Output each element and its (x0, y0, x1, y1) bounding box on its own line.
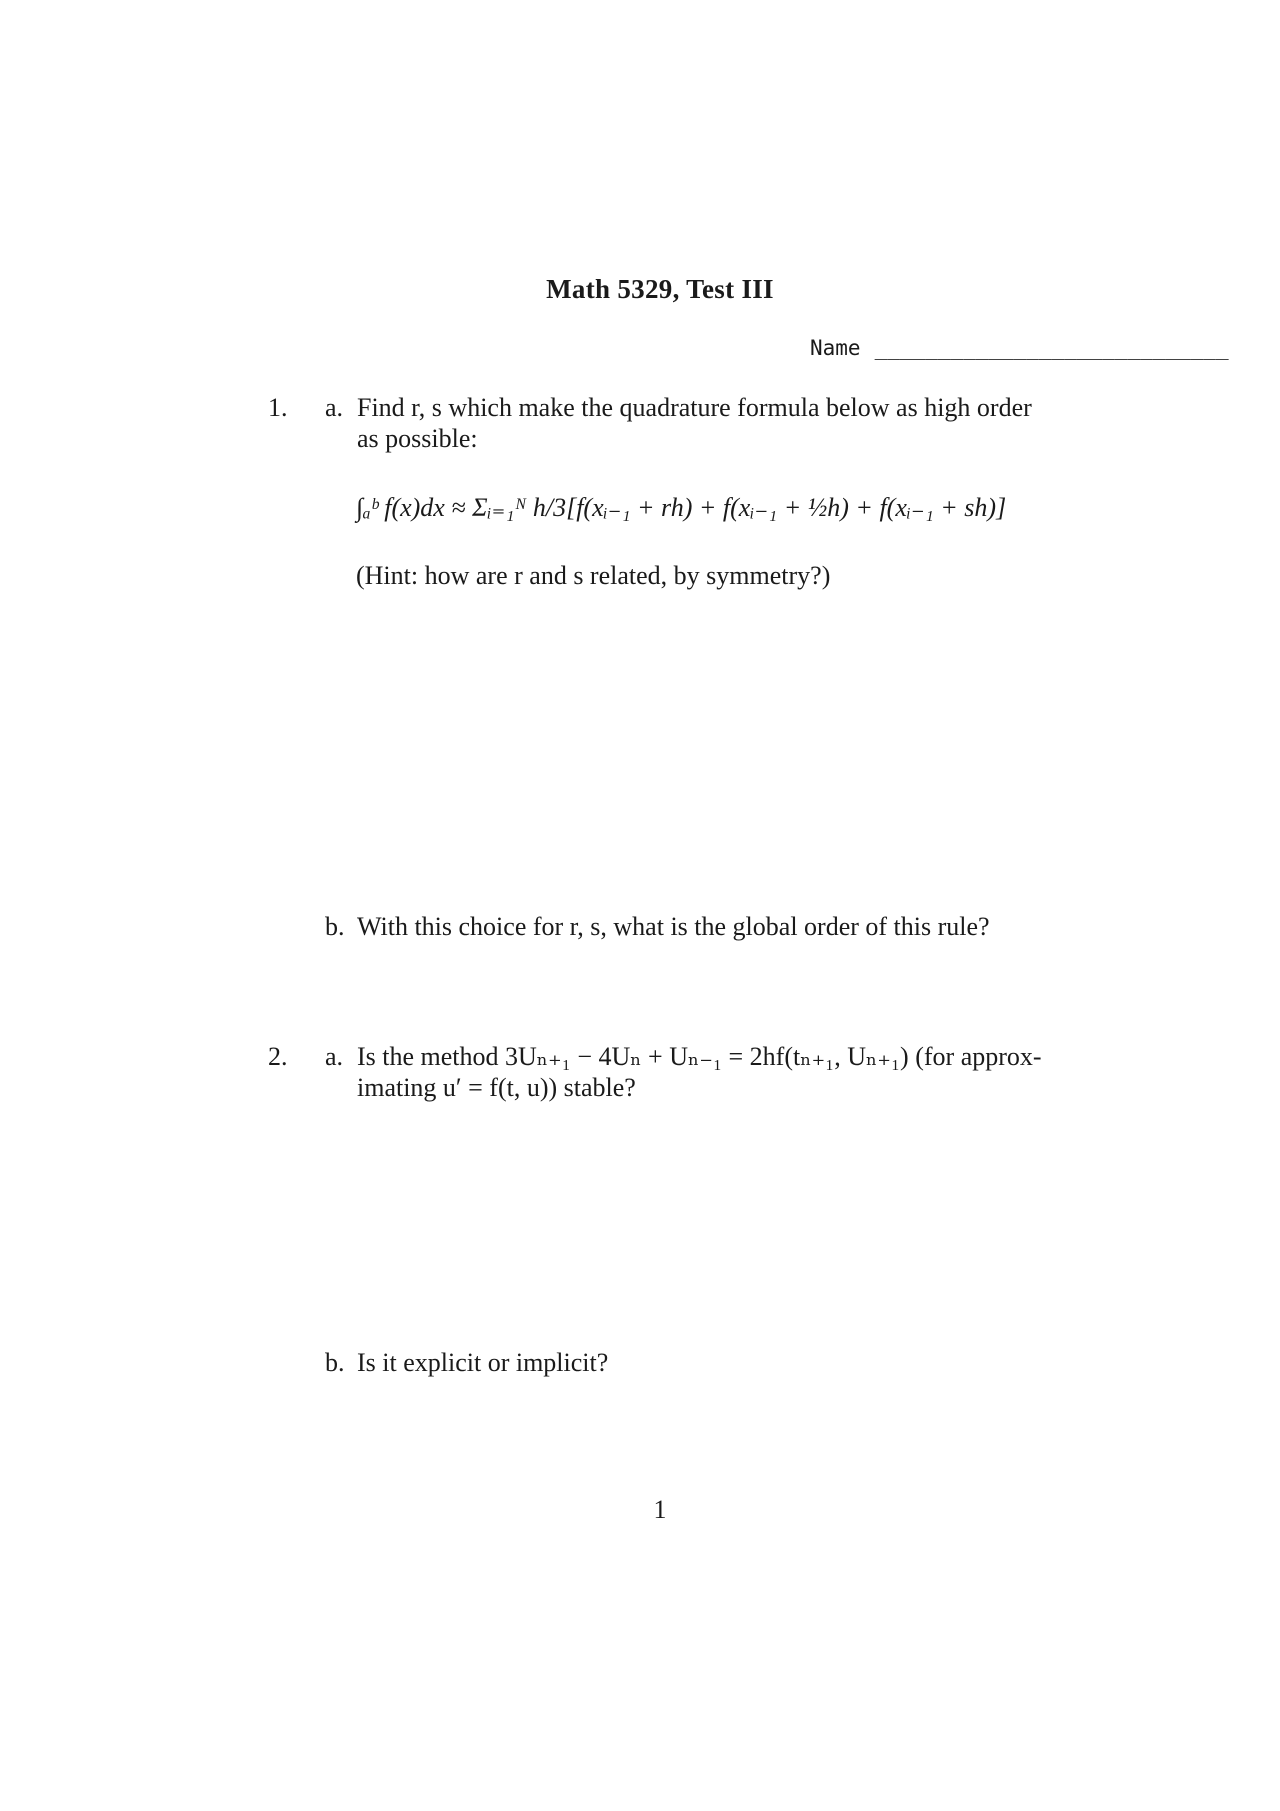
question-2-number: 2. (268, 1042, 288, 1071)
question-2a (325, 1041, 1085, 1103)
question-2b-line1: Is it explicit or implicit? (357, 1348, 609, 1377)
question-1a-line1: Find r, s which make the quadrature formula below as high order (357, 393, 1032, 422)
question-1b-line1: With this choice for r, s, what is the global order of this rule? (357, 912, 990, 941)
hint-text: (Hint: how are r and s related, by symmetry?) (356, 561, 831, 590)
question-1b (325, 911, 1085, 942)
question-1-number: 1. (268, 393, 288, 422)
question-2a-line2: imating u′ = f(t, u)) stable? (357, 1073, 636, 1102)
question-1a-line2: as possible: (357, 424, 478, 453)
part-label: a. (325, 393, 344, 422)
name-blank: ____________________________ (874, 336, 1229, 360)
part-label: b. (325, 912, 345, 941)
question-2b (325, 1347, 1085, 1378)
quadrature-formula: ∫ₐᵇ f(x)dx ≈ Σᵢ₌₁ᴺ h/3[f(xᵢ₋₁ + rh) + f(xᵢ₋₁ + ½h) + f(xᵢ₋₁ + sh)] (356, 493, 1007, 522)
page-number: 1 (653, 1495, 667, 1524)
name-label: Name (810, 336, 861, 360)
name-field (810, 336, 1229, 360)
part-label: b. (325, 1348, 345, 1377)
part-label: a. (325, 1042, 344, 1071)
question-2a-line1: Is the method 3Uₙ₊₁ − 4Uₙ + Uₙ₋₁ = 2hf(tₙ₊₁, Uₙ₊₁) (for approx- (357, 1042, 1042, 1071)
page-title: Math 5329, Test III (546, 274, 774, 304)
question-1a (325, 392, 1085, 454)
